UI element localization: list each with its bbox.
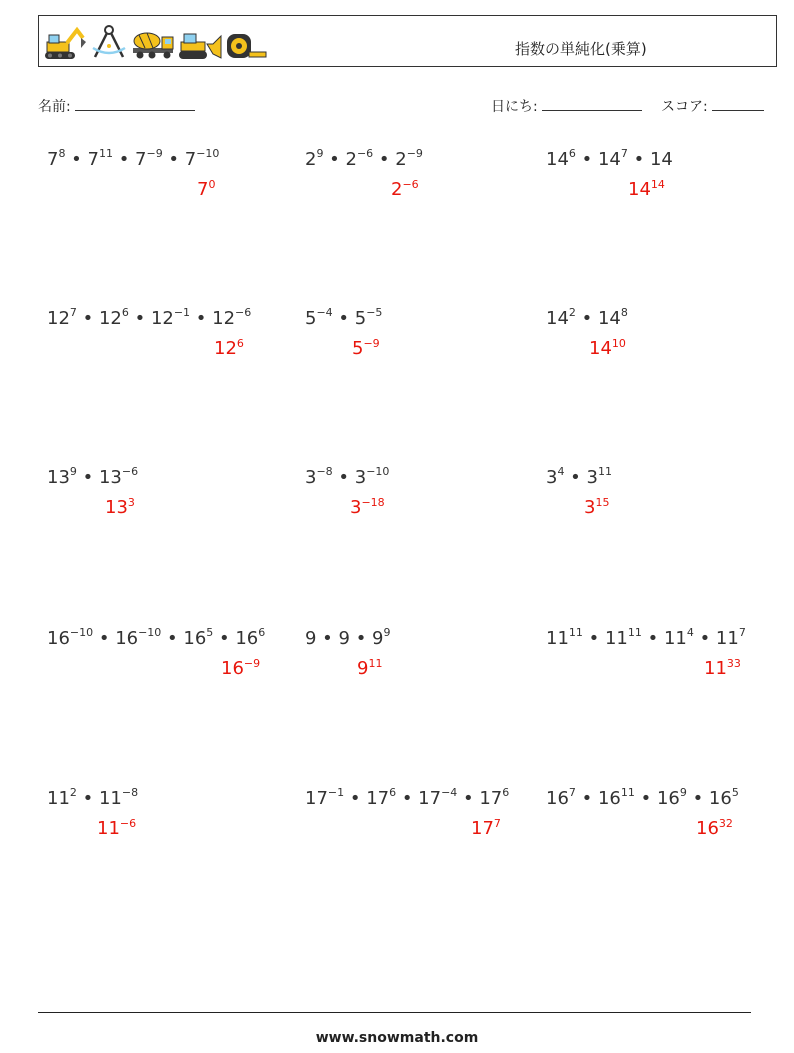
term-base: 16	[47, 628, 70, 649]
problem	[305, 307, 382, 329]
term-exponent: −10	[366, 465, 390, 478]
name-blank[interactable]	[75, 96, 195, 111]
answer-base: 17	[471, 818, 494, 839]
term-base: 7	[87, 149, 99, 170]
term-base: 12	[212, 308, 236, 329]
answer-base: 2	[391, 179, 403, 200]
term-exponent: 2	[69, 786, 77, 799]
term-base: 17	[479, 788, 503, 809]
score-label: スコア:	[661, 99, 708, 115]
term-exponent: 9	[383, 626, 391, 639]
term-base: 3	[305, 467, 317, 488]
term-base: 13	[98, 467, 122, 488]
term-base: 2	[395, 149, 407, 170]
answer-base: 7	[197, 179, 209, 200]
term-exponent: 7	[620, 147, 628, 160]
answer	[214, 337, 244, 359]
term-base: 9	[372, 628, 384, 649]
term-exponent: −8	[316, 465, 333, 478]
multiply-dot: •	[161, 628, 184, 649]
footer-url: www.snowmath.com	[315, 1030, 479, 1046]
term-exponent: 7	[69, 306, 77, 319]
term-base: 17	[418, 788, 442, 809]
term-base: 12	[150, 308, 174, 329]
term-exponent: 7	[568, 786, 576, 799]
term-exponent: 6	[258, 626, 266, 639]
term-base: 7	[135, 149, 147, 170]
term-base: 3	[354, 467, 367, 488]
problem	[47, 148, 219, 170]
answer-exponent: 10	[611, 337, 626, 350]
term-exponent: −9	[146, 147, 163, 160]
term-base: 17	[305, 788, 328, 809]
answer-exponent: 32	[718, 817, 733, 830]
problem	[546, 627, 746, 649]
multiply-dot: •	[564, 467, 587, 488]
answer-base: 5	[352, 338, 364, 359]
problem	[305, 466, 389, 488]
problem	[305, 627, 390, 649]
term-base: 17	[366, 788, 390, 809]
problem	[305, 787, 509, 809]
bulldozer-icon	[177, 30, 223, 60]
score-blank[interactable]	[712, 96, 764, 111]
multiply-dot: •	[344, 788, 367, 809]
answer-base: 12	[214, 338, 237, 359]
answer-exponent: 33	[726, 657, 741, 670]
footer-divider	[38, 1012, 751, 1013]
term-base: 2	[305, 149, 317, 170]
term-base: 11	[47, 788, 70, 809]
term-base: 11	[663, 628, 687, 649]
problem	[546, 307, 628, 329]
term-exponent: 6	[568, 147, 576, 160]
multiply-dot: •	[396, 788, 419, 809]
multiply-dot: •	[686, 788, 709, 809]
multiply-dot: •	[575, 308, 598, 329]
answer-base: 3	[350, 497, 362, 518]
answer	[696, 817, 733, 839]
answer	[221, 657, 260, 679]
problem	[546, 466, 612, 488]
term-exponent: 6	[389, 786, 397, 799]
term-exponent: 11	[620, 786, 635, 799]
answer-base: 14	[628, 179, 651, 200]
term-exponent: 6	[502, 786, 510, 799]
answer-exponent: −6	[402, 178, 419, 191]
term-exponent: −6	[121, 465, 139, 478]
term-exponent: −1	[327, 786, 345, 799]
answer-exponent: 14	[650, 178, 665, 191]
answer-base: 14	[589, 338, 612, 359]
date-blank[interactable]	[542, 96, 642, 111]
answer-base: 13	[105, 497, 128, 518]
answer	[350, 496, 385, 518]
term-exponent: 2	[568, 306, 576, 319]
term-base: 16	[235, 628, 259, 649]
term-exponent: −4	[441, 786, 458, 799]
score-field	[661, 96, 764, 116]
term-base: 11	[546, 628, 569, 649]
answer-base: 3	[584, 497, 596, 518]
multiply-dot: •	[316, 628, 339, 649]
answer	[704, 657, 741, 679]
term-exponent: −8	[121, 786, 139, 799]
term-exponent: 9	[679, 786, 687, 799]
answer	[391, 178, 419, 200]
term-base: 14	[546, 149, 569, 170]
multiply-dot: •	[76, 467, 99, 488]
term-base: 16	[597, 788, 621, 809]
answer	[471, 817, 501, 839]
answer	[352, 337, 380, 359]
term-base: 7	[47, 149, 59, 170]
answer	[197, 178, 215, 200]
term-exponent: −5	[366, 306, 383, 319]
answer	[628, 178, 665, 200]
term-exponent: 9	[69, 465, 77, 478]
multiply-dot: •	[93, 628, 116, 649]
multiply-dot: •	[641, 628, 664, 649]
term-exponent: 5	[206, 626, 214, 639]
tape-measure-icon	[225, 30, 267, 60]
multiply-dot: •	[323, 149, 346, 170]
term-exponent: 8	[58, 147, 66, 160]
answer-base: 11	[97, 818, 120, 839]
answer-exponent: 0	[208, 178, 216, 191]
multiply-dot: •	[76, 308, 99, 329]
compass-icon	[89, 24, 129, 60]
term-exponent: 11	[627, 626, 642, 639]
term-exponent: 5	[731, 786, 739, 799]
name-label: 名前:	[38, 99, 71, 115]
term-exponent: 11	[568, 626, 583, 639]
answer-exponent: −6	[119, 817, 137, 830]
term-base: 16	[656, 788, 680, 809]
answer	[589, 337, 626, 359]
term-base: 14	[597, 149, 621, 170]
answer-base: 9	[357, 658, 369, 679]
multiply-dot: •	[162, 149, 185, 170]
answer-exponent: 6	[236, 337, 244, 350]
multiply-dot: •	[634, 788, 657, 809]
name-field	[38, 96, 195, 116]
term-base: 3	[546, 467, 558, 488]
term-exponent: 4	[557, 465, 565, 478]
term-exponent: −10	[138, 626, 162, 639]
multiply-dot: •	[332, 467, 355, 488]
cement-truck-icon	[131, 30, 175, 60]
problem	[47, 627, 265, 649]
multiply-dot: •	[693, 628, 716, 649]
problem	[47, 787, 138, 809]
multiply-dot: •	[457, 788, 480, 809]
answer-base: 16	[221, 658, 244, 679]
term-exponent: 7	[738, 626, 746, 639]
header-icons	[43, 24, 267, 60]
term-base: 9	[305, 628, 317, 649]
answer-exponent: 3	[127, 496, 135, 509]
page-title: 指数の単純化(乗算)	[515, 40, 647, 58]
multiply-dot: •	[582, 628, 605, 649]
answer-exponent: 15	[595, 496, 610, 509]
term-exponent: 11	[597, 465, 612, 478]
term-base: 5	[305, 308, 317, 329]
term-exponent: −4	[316, 306, 333, 319]
multiply-dot: •	[213, 628, 236, 649]
term-base: 7	[184, 149, 197, 170]
term-base: 12	[47, 308, 70, 329]
term-base: 16	[546, 788, 569, 809]
multiply-dot: •	[349, 628, 373, 649]
answer-exponent: 11	[368, 657, 383, 670]
problem	[546, 148, 673, 170]
term-base: 2	[345, 149, 357, 170]
multiply-dot: •	[128, 308, 151, 329]
multiply-dot: •	[373, 149, 396, 170]
term-base: 5	[354, 308, 367, 329]
term-exponent: −1	[173, 306, 191, 319]
term-base: 11	[98, 788, 122, 809]
term-base: 16	[115, 628, 139, 649]
answer-exponent: 7	[493, 817, 501, 830]
term-base: 3	[586, 467, 598, 488]
answer-exponent: −9	[243, 657, 261, 670]
answer-exponent: −18	[361, 496, 385, 509]
answer	[105, 496, 135, 518]
problem	[47, 307, 251, 329]
answer	[97, 817, 136, 839]
term-base: 16	[708, 788, 732, 809]
term-base: 11	[604, 628, 628, 649]
term-exponent: 6	[121, 306, 129, 319]
answer-exponent: −9	[363, 337, 380, 350]
term-base: 11	[715, 628, 739, 649]
term-base: 16	[183, 628, 207, 649]
answer	[357, 657, 382, 679]
term-exponent: −6	[235, 306, 252, 319]
term-exponent: −10	[196, 147, 220, 160]
term-exponent: 8	[620, 306, 628, 319]
multiply-dot: •	[332, 308, 355, 329]
date-field	[491, 96, 642, 116]
multiply-dot: •	[575, 149, 598, 170]
answer-base: 11	[704, 658, 727, 679]
term-exponent: 9	[316, 147, 324, 160]
answer-base: 16	[696, 818, 719, 839]
multiply-dot: •	[112, 149, 136, 170]
worksheet-header	[38, 15, 777, 67]
term-exponent: 4	[686, 626, 694, 639]
excavator-icon	[43, 26, 87, 60]
multiply-dot: •	[627, 149, 650, 170]
term-base: 14	[546, 308, 569, 329]
term-exponent: −9	[406, 147, 423, 160]
problem	[47, 466, 138, 488]
problem	[546, 787, 739, 809]
term-base: 14	[597, 308, 621, 329]
multiply-dot: •	[65, 149, 88, 170]
multiply-dot: •	[575, 788, 598, 809]
term-base: 13	[47, 467, 70, 488]
answer	[584, 496, 609, 518]
term-base: 12	[98, 308, 122, 329]
problem	[305, 148, 423, 170]
term-base: 14	[649, 149, 673, 170]
term-exponent: −6	[356, 147, 374, 160]
term-exponent: −10	[69, 626, 94, 639]
date-label: 日にち:	[491, 99, 538, 115]
term-exponent: 11	[98, 147, 113, 160]
term-base: 9	[338, 628, 350, 649]
multiply-dot: •	[190, 308, 213, 329]
multiply-dot: •	[76, 788, 99, 809]
